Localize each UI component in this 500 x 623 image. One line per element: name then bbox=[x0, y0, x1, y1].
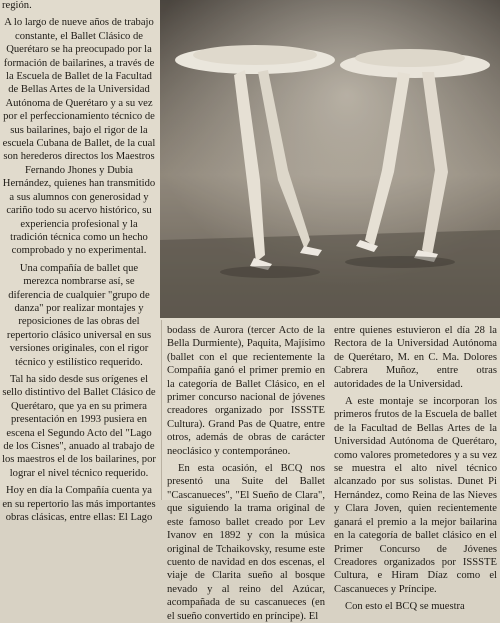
paragraph: En esta ocasión, el BCQ nos presentó una Suite del Ballet "Cascanueces", "El Sueño de Clara", que siguiendo la trama original de este famoso ballet creado por Lev Ivanov en 1892 y con la música original de Tchaikovsky, resume este cuento de navidad en dos escenas, el viaje de Clarita sueño al bosque nevado y al reino del Azúcar, acompañada de su cascanueces (en el sueño convertido en príncipe). El bbox=[167, 463, 325, 622]
paragraph: bodass de Aurora (tercer Acto de la Bella Durmiente), Paquita, Majísimo (ballet con el que recientemente la Compañía ganó el primer premio en la categoría de Ballet Clásico, en el primer concurso nacional de jóvenes creadores organizado por ISSSTE Cultura). Grand Pas de Quatre, entre otros, además de obras de carácter neoclásico y contemporáneo. bbox=[167, 325, 325, 457]
article-column-2 bbox=[167, 324, 325, 623]
paragraph: Con esto el BCQ se muestra bbox=[345, 601, 465, 613]
paragraph: entre quienes estuvieron el día 28 la Rectora de la Universidad Autónoma de Querétaro, M. en C. Ma. Dolores Cabrera Muñoz, entre otras autoridades de la Universidad. bbox=[334, 325, 497, 390]
paragraph: A este montaje se incorporan los primeros frutos de la Escuela de ballet de la Facultad de Bellas Artes de la Universidad Autónoma de Querétaro, como valores prometedores y a su vez se muestra el alto nivel técnico alcanzado por sus solistas. Dunet Pi Hernández, como Reina de las Nieves y Clara Joven, quien recientemente ganará el premio a la mejor bailarina en la categoría de ballet clásico en el Primer Concurso de Jóvenes Creadores organizados por ISSSTE Cultura, e Hiram Díaz como el Cascanueces y Príncipe. bbox=[334, 396, 497, 595]
paragraph: Una compañía de ballet que merezca nombrarse así, se diferencia de cualquier "grupo de danza" por realizar montajes y reposiciones de las obras del repertorio clásico universal en sus versiones originales, con el rigor técnico y estilístico requerido. bbox=[6, 262, 152, 368]
paragraph: Tal ha sido desde sus orígenes el sello distintivo del Ballet Clásico de Querétaro, que ya en su primera presentación en 1993 pusiera en escena el Segundo Acto del "Lago de los Cisnes", anuado al trabajo de los maestros el de los bailarines, por lograr el nivel técnico requerido. bbox=[2, 373, 156, 479]
paragraph: Hoy en día la Compañía cuenta ya en su repertorio las más importantes obras clásicas, entre ellas: El Lago bbox=[2, 485, 156, 524]
column-divider bbox=[161, 320, 162, 500]
ballet-dancers-photo bbox=[160, 0, 500, 318]
paragraph: A lo largo de nueve años de trabajo constante, el Ballet Clásico de Querétaro se ha preocupado por la formación de bailarines, a través de la Escuela de Ballet de la Facultad de Bellas Artes de la Universidad Autónoma de Querétaro y a su vez por el perfeccionamiento técnico de sus bailarines, bajo el rigor de la escuela Cubana de Ballet, de la cual son herederos directos los Maestros Fernando Jhones y Dubia Hernández, quienes han transmitido a sus alumnos con generosidad y cariño todo su acervo histórico, su experiencia profesional y la tradición técnica como un hecho comprobado y no experimental. bbox=[2, 17, 156, 257]
article-column-3 bbox=[334, 324, 497, 614]
paragraph: región. bbox=[2, 0, 32, 11]
ballet-photo-illustration bbox=[160, 0, 500, 318]
article-column-1 bbox=[2, 2, 156, 524]
